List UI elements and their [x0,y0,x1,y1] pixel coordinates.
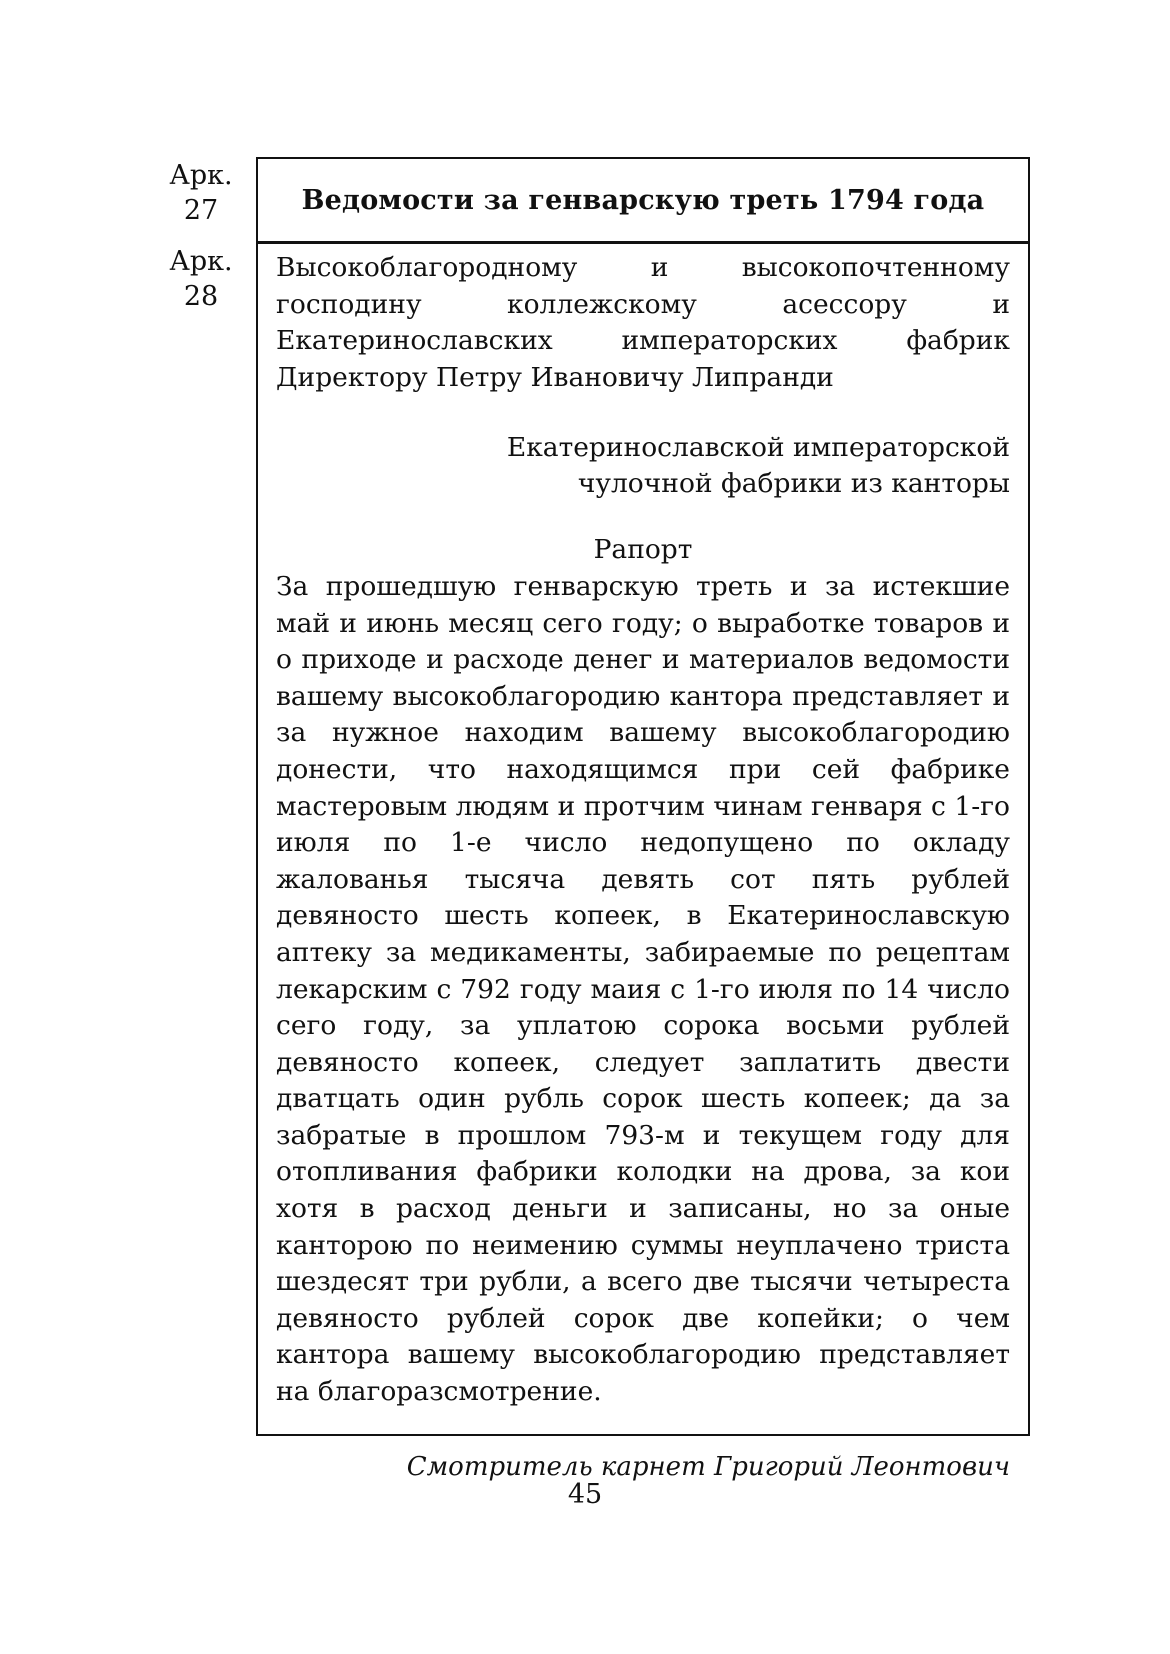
report-body: За прошедшую генварскую треть и за истекшие май и июнь месяц сего году; о выработке товаров и о приходе и расходе денег и материалов ведомости вашему высокоблагородию кантора представляет и за нужное находим вашему высокоблагородию донести, что находящимся при сей фабрике мастеровым людям и протчим чинам генваря с 1-го июля по 1-е число недопущено по окладу жалованья тысяча девять сот пять рублей девяносто шесть копеек, в Екатеринославскую аптеку за медикаменты, забираемые по рецептам лекарским с 792 году маия с 1-го июля по 14 число сего году, за уплатою сорока восьми рублей девяносто копеек, следует заплатить двести дватцать один рубль сорок шесть копеек; да за забратые в прошлом 793-м и текущем году для отопливания фабрики колодки на дрова, за кои хотя в расход деньги и записаны, но за оные канторою по неимению суммы неуплачено триста шездесят три рубли, а всего две тысячи четыреста девяносто рублей сорок две копейки; о чем кантора вашему высокоблагородию представляет на благоразсмотрение. [276,570,1010,1408]
margin-note-number: 28 [183,281,219,312]
margin-note-label: Арк. [169,160,233,191]
margin-note-number: 27 [183,195,219,226]
sender-line-1: Екатеринославской императорской [506,432,1010,464]
document-frame [256,157,1030,1482]
sender-line-2: чулочной фабрики из канторы [577,468,1010,500]
page-number: 45 [567,1479,603,1510]
margin-note-label: Арк. [169,246,233,277]
document-type-heading: Рапорт [593,534,693,566]
signature: Смотритель карнет Григорий Леонтович [406,1451,1010,1482]
margin-note-ark-28 [150,244,252,314]
document-title: Ведомости за генварскую треть 1794 года [258,159,1028,244]
margin-note-ark-27 [150,158,252,228]
letter-content [258,244,1028,1485]
sender-block [276,430,1010,502]
salutation: Высокоблагородному и высокопочтенному господину коллежскому асессору и Екатеринославских императорских фабрик Директору Петру Ивановичу Липранди [276,252,1010,393]
